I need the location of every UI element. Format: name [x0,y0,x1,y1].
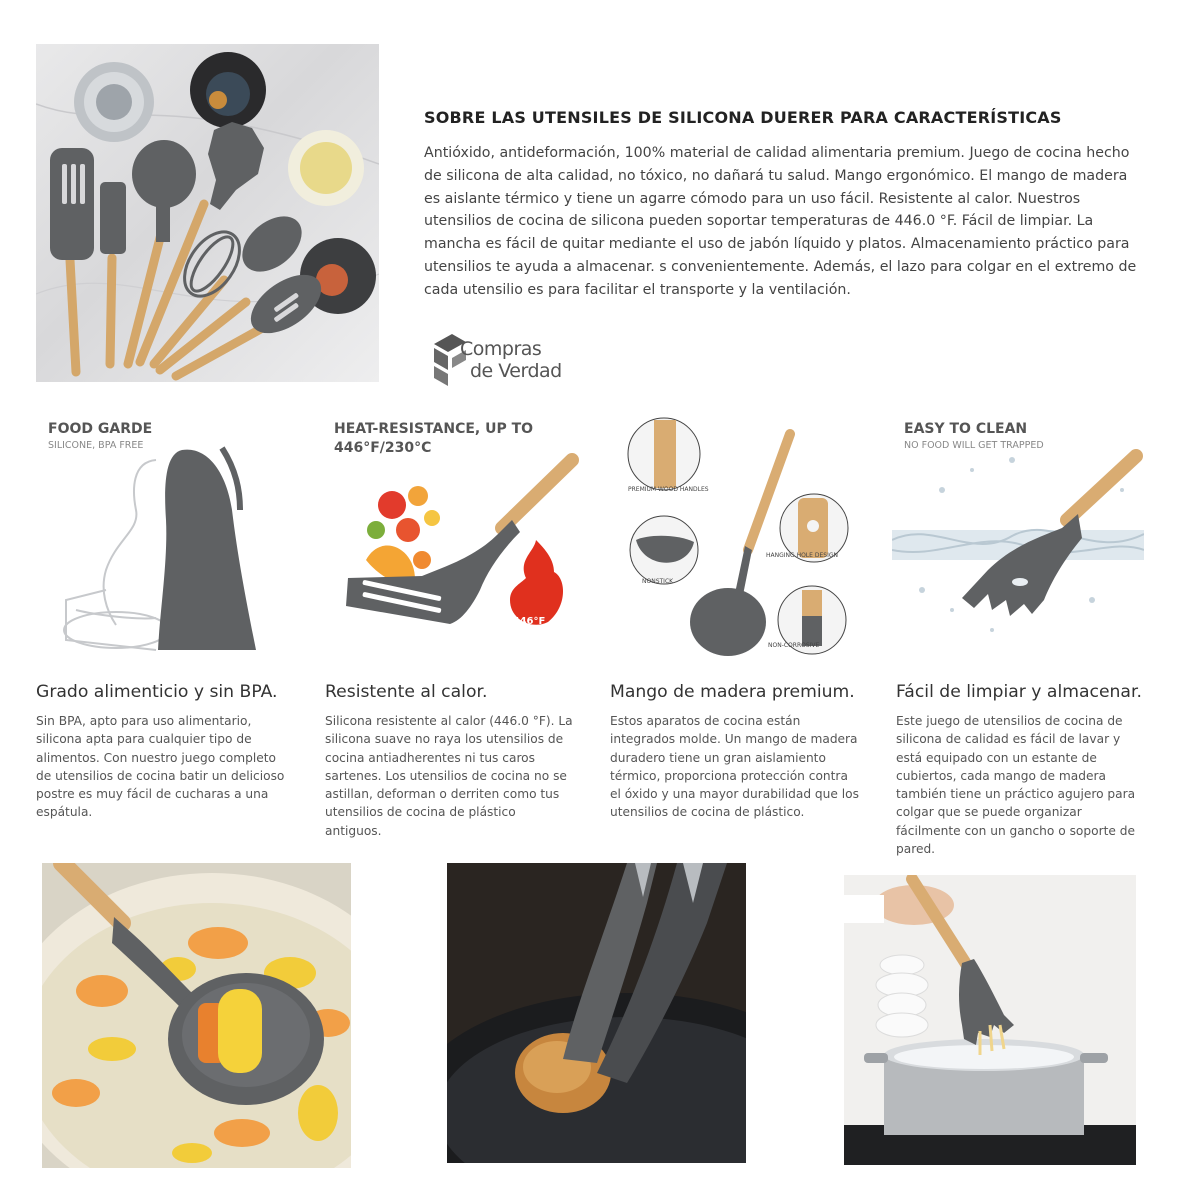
intro-paragraph: Antióxido, antideformación, 100% material de calidad alimentaria premium. Juego de cocina hecho de silicona de alta calidad, no tóxico, no dañará tu salud. Mango ergonómico. El mango de madera es aislante térmico y tiene un agarre cómodo para un uso fácil. Resistente al calor. Nuestros utensilios de cocina de silicona pueden soportar temperaturas de 446.0 °F. Fácil de limpiar. La mancha es fácil de quitar mediante el uso de jabón líquido y platos. Almacenamiento práctico para utensilios te ayuda a almacenar. s convenientemente. Además, el lazo para colgar en el extremo de cada utensilio es para facilitar el transporte y la ventilación. [424,145,1137,298]
feature-body-food-grade: Sin BPA, apto para uso alimentario, silicona apta para cualquier tipo de alimentos. Con nuestro juego completo de utensilios de cocina batir un delicioso postre es muy fácil de cucharas a una espátula. [36,714,285,820]
heat-resistance-image [322,410,586,668]
logo-text-compras: Compras [460,338,542,360]
easy-clean-heading: EASY TO CLEAN [904,421,1028,437]
food-grade-subheading: SILICONE, BPA FREE [48,440,144,451]
logo-text-de-verdad: de Verdad [470,360,562,382]
feature-title-food-grade: Grado alimenticio y sin BPA. [36,682,278,702]
callout-hanging-hole: HANGING HOLE DESIGN [766,552,838,559]
intro-title: SOBRE LAS UTENSILES DE SILICONA DUERER PARA CARACTERÍSTICAS [424,108,1062,127]
feature-body-wood-handle: Estos aparatos de cocina están integrados molde. Un mango de madera duradero tiene un gran aislamiento térmico, proporciona protección contra el óxido y una mayor durabilidad que los utensilios de cocina de plástico. [610,714,859,820]
food-grade-image [36,410,300,668]
feature-title-heat: Resistente al calor. [325,682,488,702]
callout-premium-wood: PREMIUM WOOD HANDLES [628,486,709,493]
callout-nonstick: NONSTICK [642,578,674,585]
feature-body-easy-clean: Este juego de utensilios de cocina de silicona de calidad es fácil de lavar y está equipado con un estante de cubiertos, cada mango de madera también tiene un práctico agujero para colgar que se puede organizar fácilmente con un gancho o soporte de pared. [896,714,1136,857]
feature-title-wood-handle: Mango de madera premium. [610,682,855,702]
temperature-badge: 446°F [512,616,546,627]
callout-non-corrosive: NON-CORROSIVE [768,642,820,649]
tongs-photo [447,863,746,1163]
hero-utensil-set-photo [36,44,379,382]
pasta-server-photo [844,875,1136,1165]
feature-title-easy-clean: Fácil de limpiar y almacenar. [896,682,1142,702]
heat-resistance-heading: HEAT-RESISTANCE, UP TO 446°F/230°C [334,421,534,456]
easy-clean-subheading: NO FOOD WILL GET TRAPPED [904,440,1044,451]
food-grade-heading: FOOD GARDE [48,421,153,437]
easy-to-clean-image [892,410,1144,668]
feature-body-heat: Silicona resistente al calor (446.0 °F). La silicona suave no raya los utensilios de cocina antiadherentes ni tus caros sartenes. Los utensilios de cocina no se astillan, deforman o derriten como tus utensilios de cocina de plástico antiguos. [325,714,573,838]
soup-ladle-photo [42,863,351,1168]
wood-handle-image [608,410,872,668]
